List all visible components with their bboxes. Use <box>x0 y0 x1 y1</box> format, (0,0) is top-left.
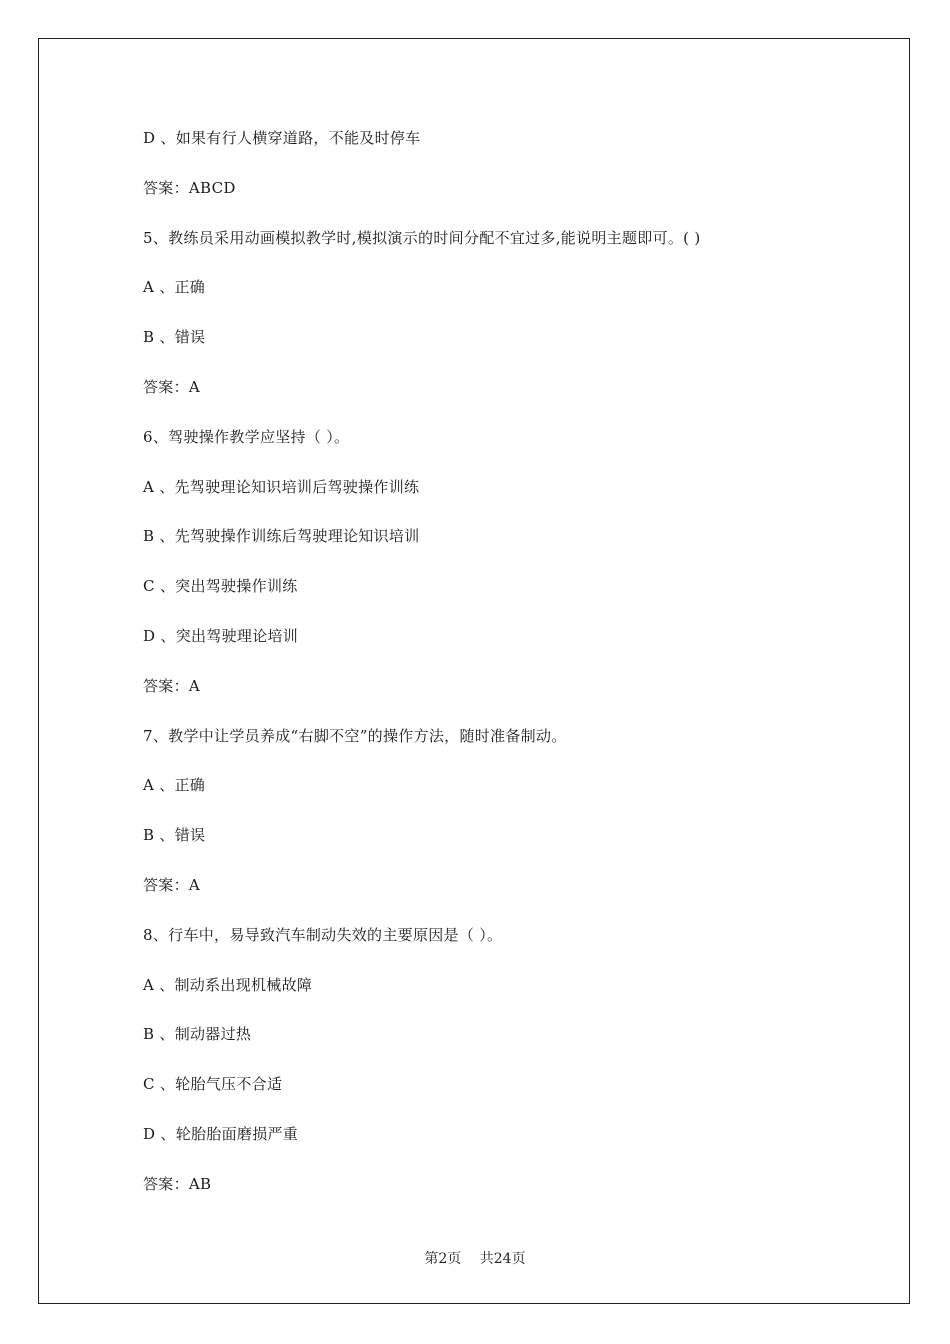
answer: 答案：AB <box>143 1174 212 1193</box>
option-b: B 、错误 <box>143 826 206 845</box>
option-d: D 、突出驾驶理论培训 <box>143 626 299 645</box>
option-b: B 、先驾驶操作训练后驾驶理论知识培训 <box>143 527 420 546</box>
option-d: D 、如果有行人横穿道路，不能及时停车 <box>143 129 421 147</box>
option-b: B 、制动器过热 <box>143 1025 252 1044</box>
answer: 答案：ABCD <box>143 178 236 197</box>
option-a: A 、先驾驶理论知识培训后驾驶操作训练 <box>143 477 420 496</box>
option-a: A 、正确 <box>143 278 206 297</box>
document-body <box>143 127 863 1223</box>
answer: 答案：A <box>143 875 201 894</box>
option-b: B 、错误 <box>143 328 206 347</box>
answer: 答案：A <box>143 377 201 396</box>
option-d: D 、轮胎胎面磨损严重 <box>143 1124 299 1143</box>
answer: 答案：A <box>143 676 201 695</box>
question-7: 7、教学中让学员养成“右脚不空”的操作方法，随时准备制动。 <box>143 726 567 745</box>
page-number: 第2页 <box>424 1251 462 1267</box>
option-c: C 、突出驾驶操作训练 <box>143 577 298 596</box>
option-a: A 、制动系出现机械故障 <box>143 975 313 994</box>
question-6: 6、驾驶操作教学应坚持（ ）。 <box>143 427 350 446</box>
page-footer <box>0 1248 950 1268</box>
page-total: 共24页 <box>479 1251 526 1267</box>
question-5: 5、教练员采用动画模拟教学时,模拟演示的时间分配不宜过多,能说明主题即可。( ) <box>143 228 701 247</box>
question-8: 8、行车中，易导致汽车制动失效的主要原因是（ ）。 <box>143 925 503 944</box>
option-c: C 、轮胎气压不合适 <box>143 1075 283 1094</box>
option-a: A 、正确 <box>143 776 206 795</box>
